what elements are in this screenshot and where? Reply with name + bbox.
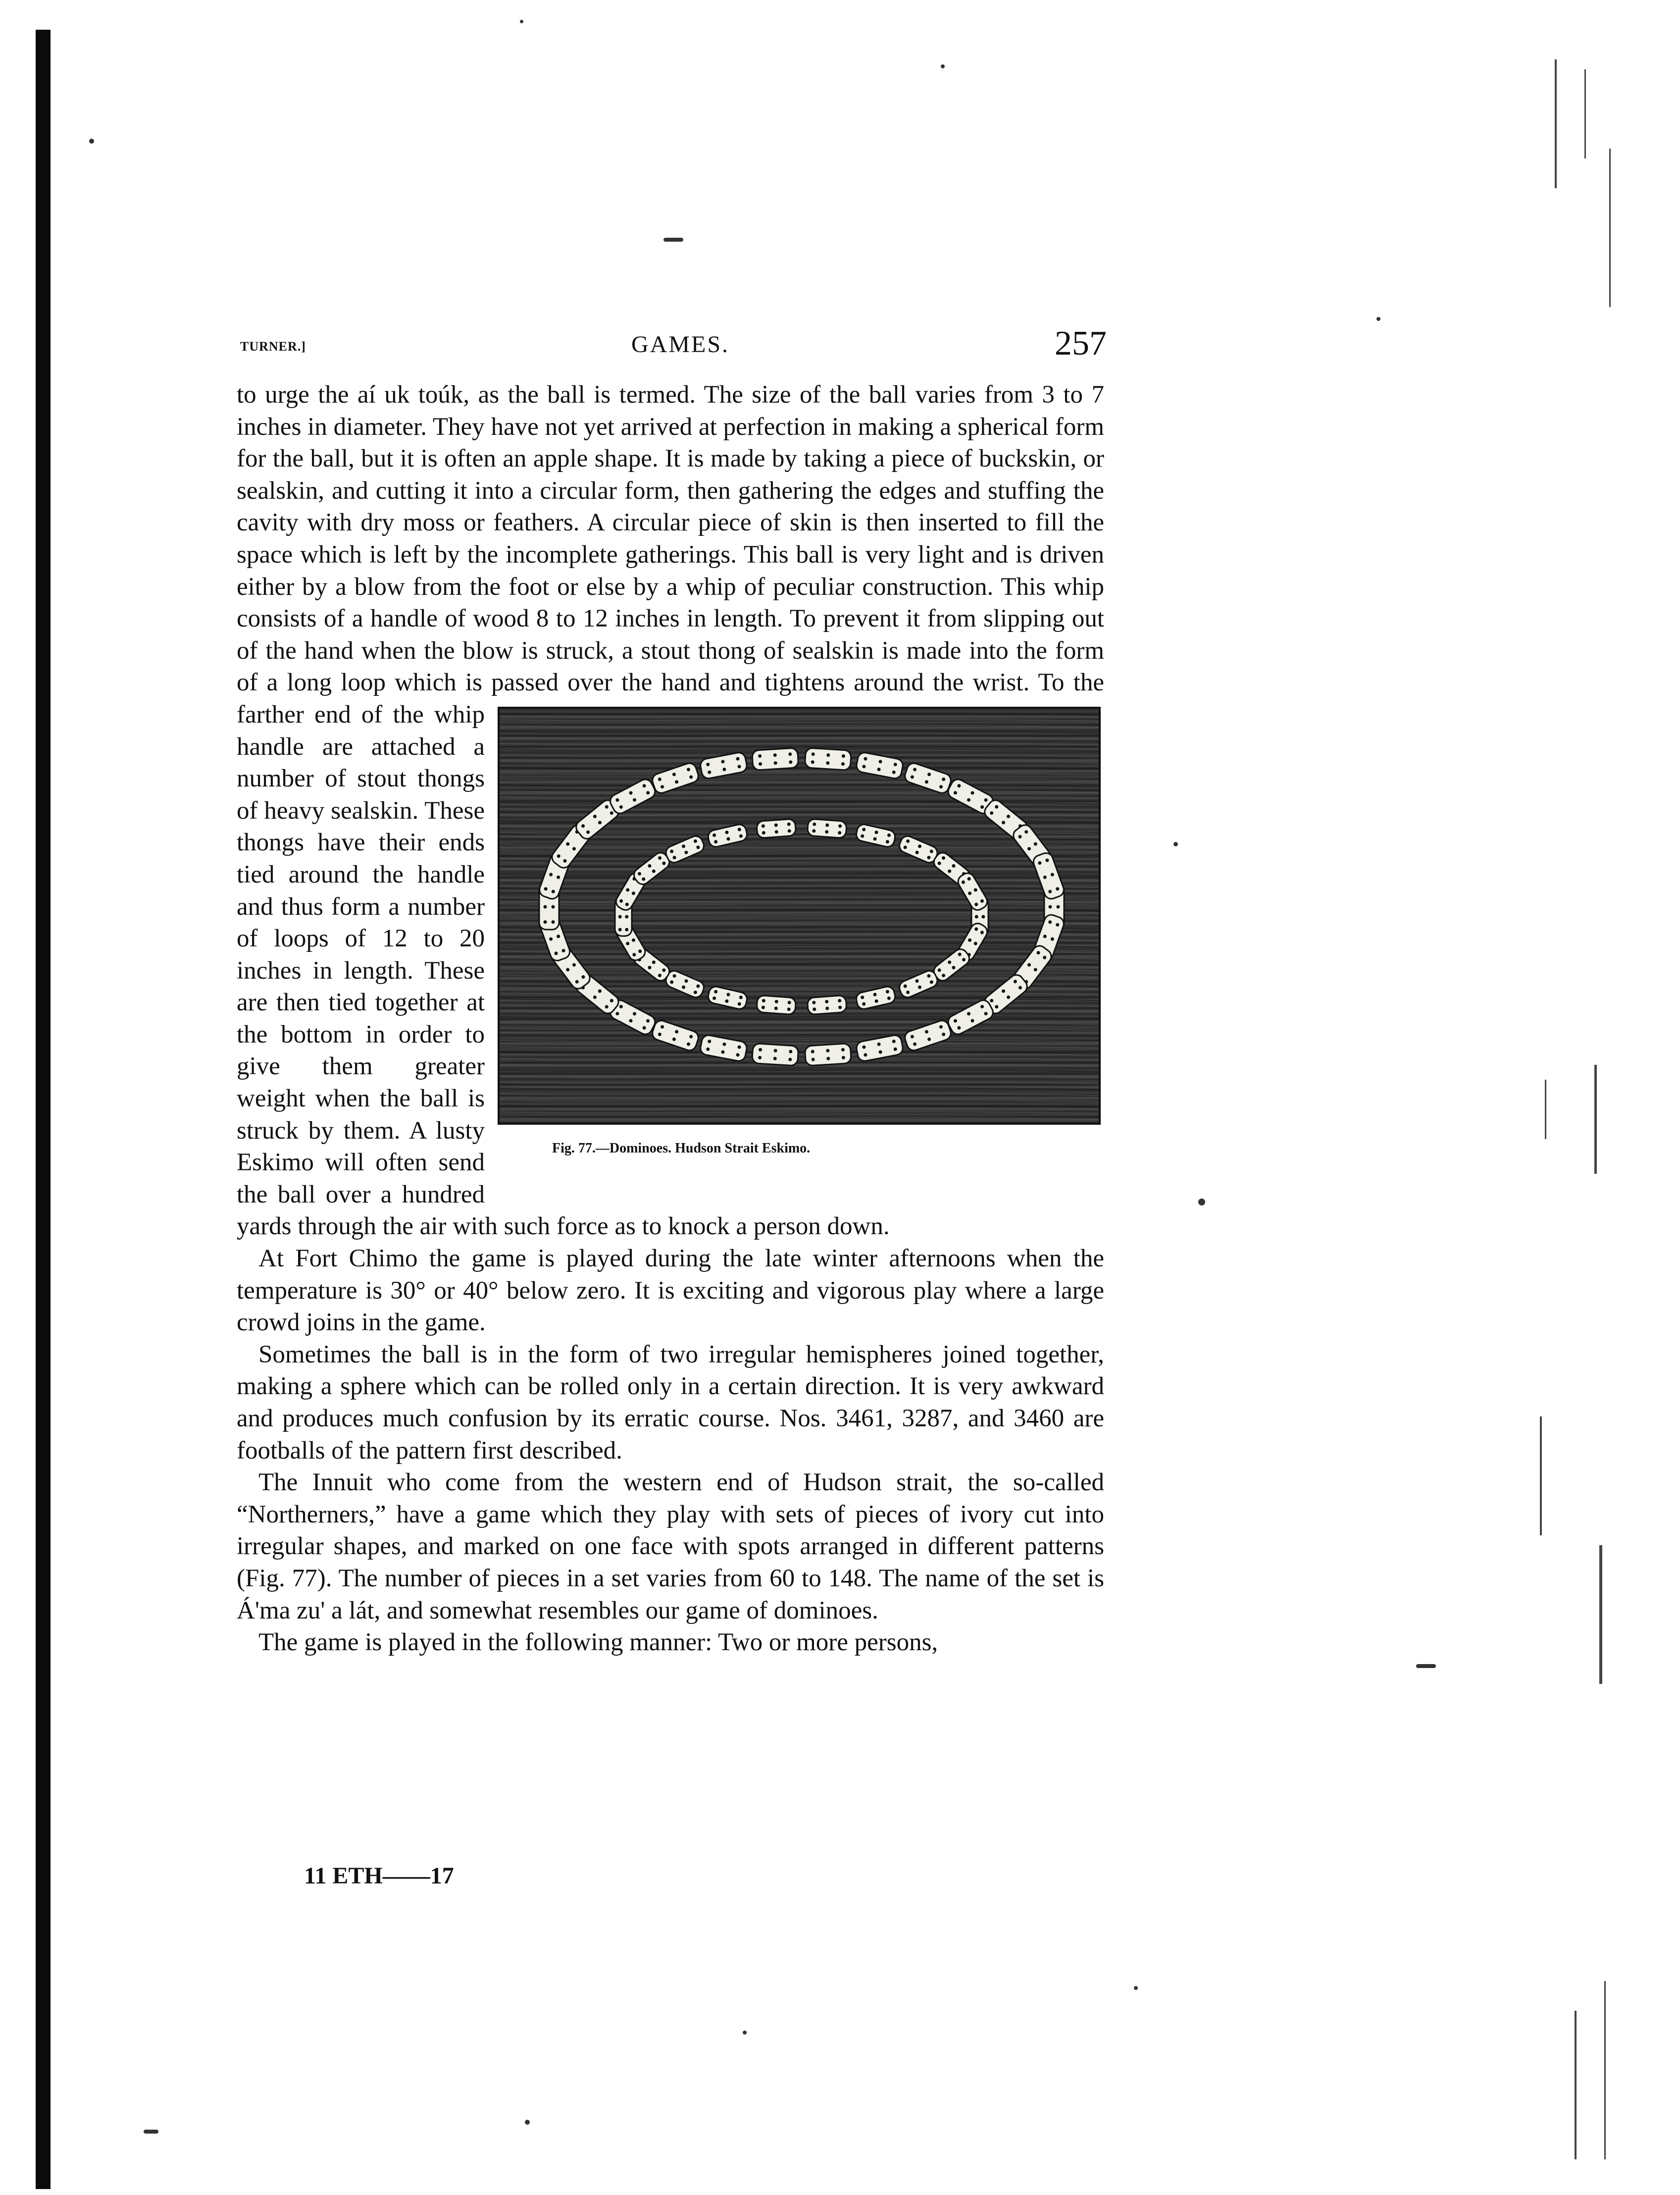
figure-caption: Fig. 77.—Dominoes. Hudson Strait Eskimo.	[552, 1140, 811, 1156]
signature-mark: 11 ETH——17	[304, 1863, 454, 1889]
domino-piece	[757, 819, 796, 838]
domino-piece	[946, 998, 995, 1037]
scan-speck	[144, 2130, 158, 2134]
domino-piece	[752, 748, 799, 771]
domino-piece	[757, 995, 796, 1015]
domino-piece	[707, 985, 749, 1010]
scan-speck	[1416, 1664, 1436, 1668]
paragraph-1-text: to urge the aí uk toúk, as the ball is termed. The size of the ball varies from 3 to 7 inches in diameter. They have not yet arrived at perfection in making a spherical form for the ball, but it is often an apple shape. It is made by taking a piece of buckskin, or sealskin, and cutting it into a circular form, then gathering the edges and stuffing the cavity with dry moss or feathers. A circular piece of skin is then inserted to fill the space which is left by the incomplete gatherings. This ball is very light and is driven either by a blow from the foot or else by a whip of peculiar construction. This whip consists of a handle of wood 8 to 12 inches in length. To prevent it from slipping out of the hand when the blow is struck, a stout thong of sealskin is made into the form of a long loop which is passed over the hand and tightens around the wrist. To the farther end of the Fig. 77.—Dominoes. Hudson Strait Eskimo. whip handle are attached a number of stout thongs of heavy sealskin. These thongs have their ends tied around the handle and thus form a number of loops of 12 to 20 inches in length. These are then tied together at the bottom in order to give them greater weight when the ball is struck by them. A lusty Eskimo will often send the ball over a hundred yards through the air with such force as to knock a person down.	[237, 381, 1104, 1241]
scan-speck	[941, 64, 945, 68]
domino-piece	[699, 1034, 748, 1062]
dominoes-engraving	[498, 707, 1101, 1125]
domino-piece	[1031, 851, 1066, 901]
page-number: 257	[1055, 324, 1107, 363]
domino-piece	[651, 761, 700, 794]
scan-speck	[1173, 842, 1178, 846]
domino-piece	[903, 761, 953, 794]
scan-speck	[1134, 1986, 1138, 1990]
domino-piece	[807, 995, 847, 1015]
domino-piece	[903, 1019, 953, 1052]
domino-piece	[897, 969, 939, 999]
paragraph-3: Sometimes the ball is in the form of two irregular hemispheres joined together, making a sphere which can be rolled only in a certain direction. It is very awkward and produces much confusion by its erratic course. Nos. 3461, 3287, and 3460 are footballs of the pattern first described.	[237, 1340, 1104, 1464]
binding-edge	[36, 30, 51, 2189]
paragraph-2: At Fort Chimo the game is played during the late winter afternoons when the temperature is 30° or 40° below zero. It is exciting and vigorous play where a large crowd joins in the game.	[237, 1245, 1104, 1337]
right-edge-scan-noise	[1525, 50, 1624, 2179]
domino-piece	[805, 1043, 851, 1066]
scan-speck	[663, 238, 683, 242]
domino-piece	[856, 751, 904, 780]
domino-piece	[752, 1043, 799, 1066]
domino-piece	[664, 834, 706, 865]
running-head-author: TURNER.]	[240, 339, 306, 354]
scan-speck	[1198, 1199, 1205, 1205]
domino-piece	[805, 748, 851, 771]
scan-speck	[743, 2031, 747, 2035]
scan-speck	[525, 2120, 530, 2125]
domino-piece	[664, 969, 706, 999]
body-text	[237, 379, 1104, 1659]
running-head-title: GAMES.	[631, 331, 730, 358]
domino-piece	[855, 985, 897, 1010]
paragraph-5: The game is played in the following manner: Two or more persons,	[258, 1628, 938, 1657]
scan-speck	[1376, 317, 1380, 321]
dominoes-illustration	[500, 709, 1099, 1123]
paragraph-4: The Innuit who come from the western end of Hudson strait, the so-called “Northerners,” have a game which they play with sets of pieces of ivory cut into irregular shapes, and marked on one face with spots arranged in different patterns (Fig. 77). The number of pieces in a set varies from 60 to 148. The name of the set is Á'ma zu' a lát, and somewhat resembles our game of dominoes.	[237, 1468, 1104, 1624]
scan-speck	[89, 139, 94, 144]
scan-speck	[520, 20, 523, 23]
running-head	[240, 324, 1112, 366]
paragraph-1	[237, 379, 1104, 1243]
domino-piece	[807, 819, 847, 838]
figure-77	[498, 707, 1104, 1182]
